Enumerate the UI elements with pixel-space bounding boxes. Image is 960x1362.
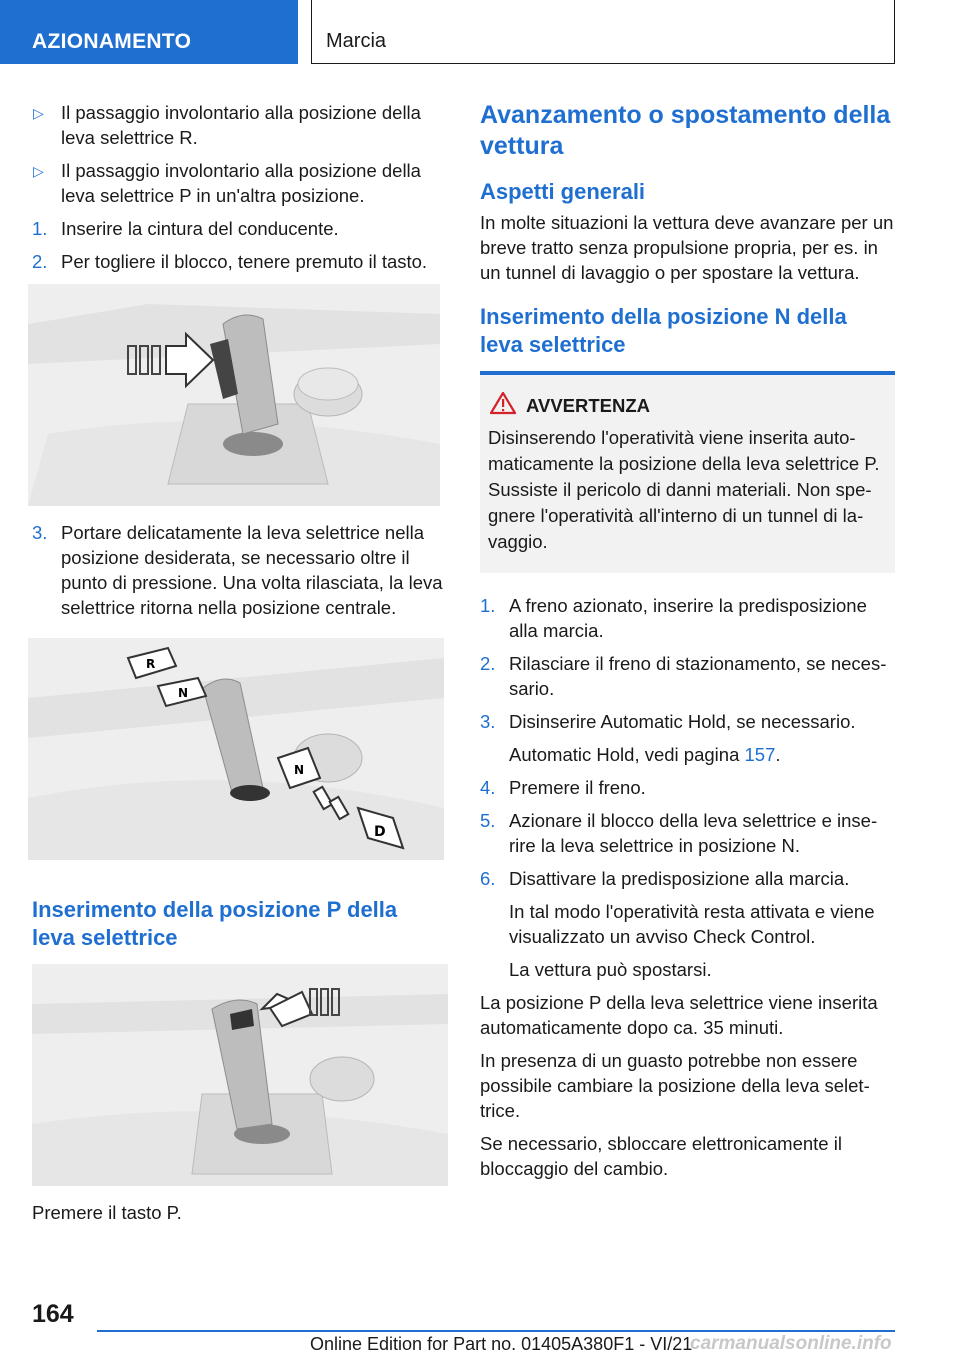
step-number: 3. — [480, 711, 496, 732]
step6-continuation-2: La vettura può spostarsi. — [509, 959, 712, 980]
warning-triangle-icon — [490, 391, 516, 415]
list-item: ▷ Il passaggio involontario alla posizione della leva selettrice P in un'altra posizione. — [33, 160, 421, 206]
list-item: 3. Disinserire Automatic Hold, se necessario. — [480, 711, 856, 732]
step-number: 5. — [480, 810, 496, 831]
subheading-n-position: Inserimento della posizione N della leva selettrice — [480, 304, 847, 357]
left-column — [32, 100, 444, 1225]
list-item: 2. Per togliere il blocco, tenere premuto il tasto. — [32, 251, 428, 272]
paragraph: La posizione P della leva selettrice viene inserita automaticamente dopo ca. 35 minuti. — [480, 992, 878, 1038]
paragraph: In presenza di un guasto potrebbe non essere possibile cambiare la posizione della leva selet-trice. — [480, 1050, 870, 1121]
page-title: Marcia — [311, 0, 895, 64]
park-button-illustration — [32, 964, 448, 1186]
position-n-label: N — [178, 686, 189, 700]
section-title: Avanzamento o spostamento della vettura — [480, 101, 891, 160]
step-number: 3. — [32, 522, 48, 543]
list-item: 3. Portare delicatamente la leva selettrice nella posizione desiderata, se necessario oltre il punto di pressione. Una volta rilasciata, la leva selettrice ritorna nella posizione centrale. — [32, 522, 443, 618]
paragraph: Se necessario, sbloccare elettronicamente il bloccaggio del cambio. — [480, 1133, 842, 1179]
warning-title: AVVERTENZA — [526, 395, 887, 417]
footer-divider — [97, 1330, 895, 1332]
position-r-label: R — [146, 657, 156, 671]
triangle-bullet-icon: ▷ — [33, 105, 44, 121]
list-item: 1. A freno azionato, inserire la predisposizione alla marcia. — [480, 595, 867, 641]
intro-paragraph: In molte situazioni la vettura deve avanzare per un breve tratto senza propulsione propria, per es. in un tunnel di lavaggio o per spostare la vettura. — [480, 212, 894, 283]
automatic-hold-reference: Automatic Hold, vedi pagina 157. — [509, 744, 781, 765]
edition-footer: Online Edition for Part no. 01405A380F1 - VI/21 — [310, 1334, 693, 1354]
caption-p: Premere il tasto P. — [32, 1202, 182, 1223]
list-item: 1. Inserire la cintura del conducente. — [32, 218, 339, 239]
step-number: 4. — [480, 777, 496, 798]
section-tab[interactable]: AZIONAMENTO — [0, 0, 298, 64]
step-number: 2. — [32, 251, 48, 272]
gear-lever-unlock-figure — [28, 284, 440, 506]
page-number: 164 — [32, 1300, 74, 1328]
step-number: 1. — [32, 218, 48, 239]
list-item: 4. Premere il freno. — [480, 777, 646, 798]
step6-continuation: In tal modo l'operatività resta attivata e viene visualizzato un avviso Check Control. — [509, 901, 875, 947]
list-item: 5. Azionare il blocco della leva selettrice e inse-rire la leva selettrice in posizione N. — [480, 810, 878, 856]
subheading-general: Aspetti generali — [480, 179, 646, 204]
right-column — [480, 100, 895, 1181]
step-number: 2. — [480, 653, 496, 674]
step-number: 1. — [480, 595, 496, 616]
page-link[interactable]: 157 — [744, 744, 776, 765]
park-button-figure — [32, 964, 448, 1186]
gear-positions-figure — [28, 638, 444, 860]
position-n2-label: N — [294, 763, 305, 777]
watermark: carmanualsonline.info — [690, 1333, 892, 1354]
gear-positions-illustration — [28, 638, 444, 860]
step-number: 6. — [480, 868, 496, 889]
position-d-label: D — [374, 824, 386, 840]
gear-lever-illustration — [28, 284, 440, 506]
warning-text: Disinserendo l'operatività viene inserita auto-maticamente la posizione della leva selettrice P. Sussiste il pericolo di danni materiali. Non spe-gnere l'operatività all'interno di un tunnel di la-vaggio. — [488, 427, 880, 552]
list-item: 6. Disattivare la predisposizione alla marcia. — [480, 868, 850, 889]
section-heading-p: Inserimento della posizione P della leva selettrice — [32, 897, 398, 950]
list-item: 2. Rilasciare il freno di stazionamento, se neces-sario. — [480, 653, 887, 699]
triangle-bullet-icon: ▷ — [33, 163, 44, 179]
warning-box — [480, 371, 895, 573]
list-item: ▷ Il passaggio involontario alla posizione della leva selettrice R. — [33, 102, 421, 148]
